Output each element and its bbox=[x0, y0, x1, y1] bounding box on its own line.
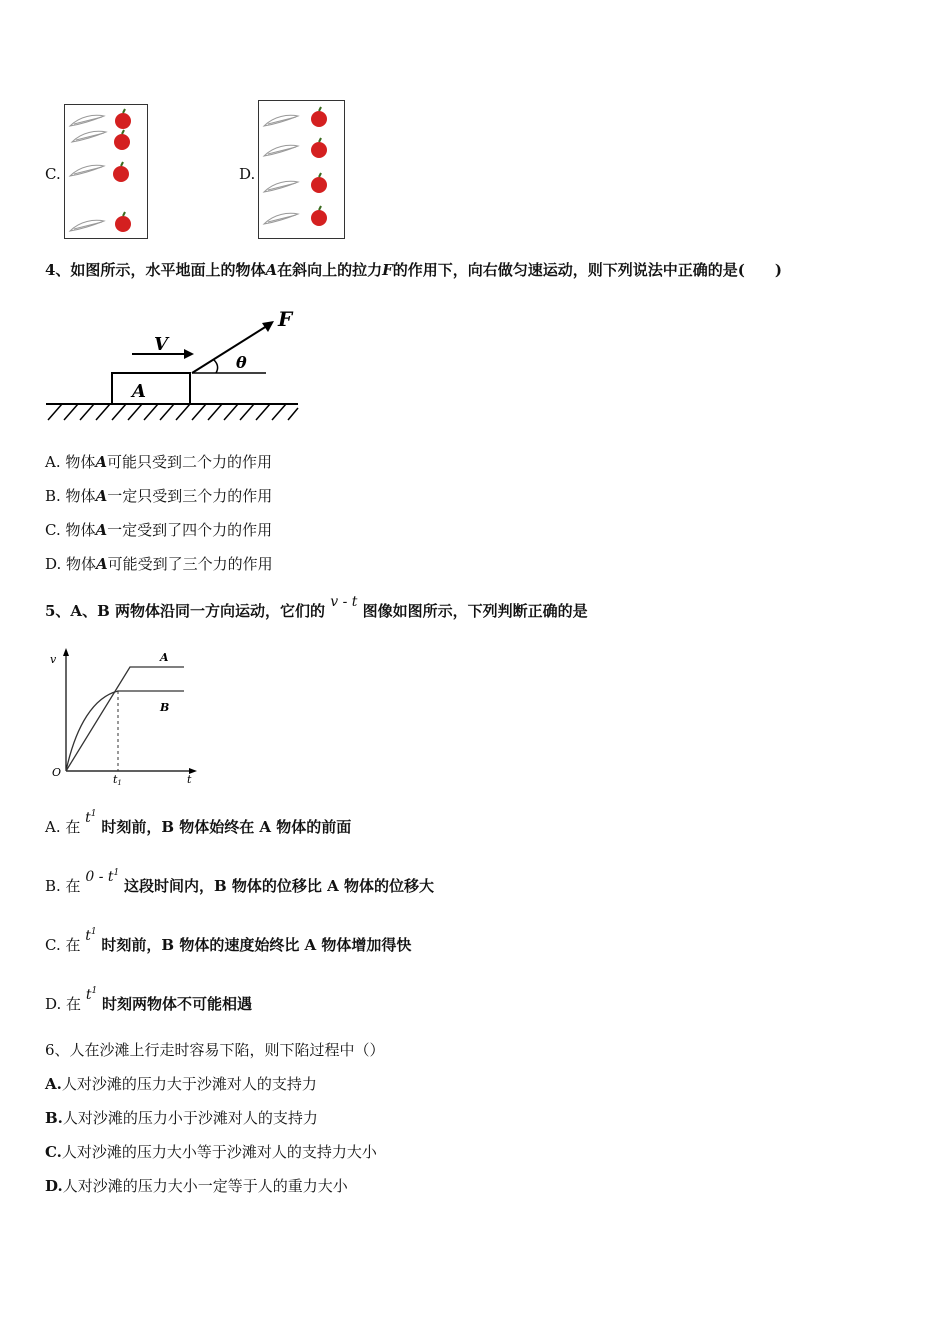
q4-option-a[interactable]: A. 物体A可能只受到二个力的作用 bbox=[45, 453, 273, 471]
angle-label: θ bbox=[236, 353, 247, 372]
q6-option-d[interactable]: D.人对沙滩的压力大小一定等于人的重力大小 bbox=[45, 1177, 348, 1195]
q4-option-b[interactable]: B. 物体A一定只受到三个力的作用 bbox=[45, 487, 273, 505]
math-t1: $t^1$ bbox=[85, 809, 97, 826]
math-0-t1: $0 - t^1$ bbox=[85, 868, 120, 885]
force-label: F bbox=[278, 307, 293, 331]
y-axis-label: v bbox=[50, 653, 57, 666]
option-c-figure bbox=[64, 104, 149, 240]
velocity-label: V bbox=[154, 334, 168, 355]
block-a bbox=[112, 373, 190, 404]
velocity-arrowhead bbox=[184, 349, 194, 359]
q5-stem: 5、A、B 两物体沿同一方向运动，它们的 v - t 图像如图所示，下列判断正确的是 bbox=[45, 594, 588, 620]
q5-vt-graph bbox=[44, 645, 204, 790]
option-d-label: D. bbox=[239, 165, 256, 183]
block-label: A bbox=[132, 381, 146, 402]
x-axis-label: t bbox=[187, 773, 192, 786]
q4-stem: 4、如图所示，水平地面上的物体A在斜向上的拉力F的作用下，向右做匀速运动，则下列说法中正确的是( ) bbox=[45, 261, 782, 279]
series-a-label: A bbox=[160, 651, 169, 664]
q5-option-d[interactable]: D. 在 $t^1$ 时刻两物体不可能相遇 bbox=[45, 986, 252, 1013]
q4-option-c[interactable]: C. 物体A一定受到了四个力的作用 bbox=[45, 521, 273, 539]
ground-hatching bbox=[48, 404, 298, 420]
q6-stem: 6、人在沙滩上行走时容易下陷，则下陷过程中（） bbox=[45, 1041, 385, 1059]
q5-option-b[interactable]: B. 在 $0 - t^1$ 这段时间内，B 物体的位移比 A 物体的位移大 bbox=[45, 868, 435, 895]
math-t1: $t^1$ bbox=[85, 986, 98, 1003]
series-b-label: B bbox=[160, 701, 170, 714]
q5-option-a[interactable]: A. 在 $t^1$ 时刻前，B 物体始终在 A 物体的前面 bbox=[45, 809, 352, 836]
q5-option-c[interactable]: C. 在 $t^1$ 时刻前，B 物体的速度始终比 A 物体增加得快 bbox=[45, 927, 412, 954]
q6-option-b[interactable]: B.人对沙滩的压力小于沙滩对人的支持力 bbox=[45, 1109, 318, 1127]
q4-option-d[interactable]: D. 物体A可能受到了三个力的作用 bbox=[45, 555, 273, 573]
q6-option-a[interactable]: A.人对沙滩的压力大于沙滩对人的支持力 bbox=[45, 1075, 317, 1093]
q6-option-c[interactable]: C.人对沙滩的压力大小等于沙滩对人的支持力大小 bbox=[45, 1143, 377, 1161]
vt-math: v - t bbox=[330, 594, 358, 610]
option-c-label: C. bbox=[45, 165, 61, 183]
series-a-line bbox=[66, 667, 184, 771]
origin-label: O bbox=[52, 766, 62, 779]
q4-force-diagram bbox=[44, 300, 304, 430]
math-t1: $t^1$ bbox=[85, 927, 97, 944]
force-arrowhead bbox=[262, 321, 274, 332]
angle-arc bbox=[214, 360, 218, 373]
option-d-figure bbox=[258, 100, 346, 240]
t1-label: t1 bbox=[113, 773, 122, 787]
